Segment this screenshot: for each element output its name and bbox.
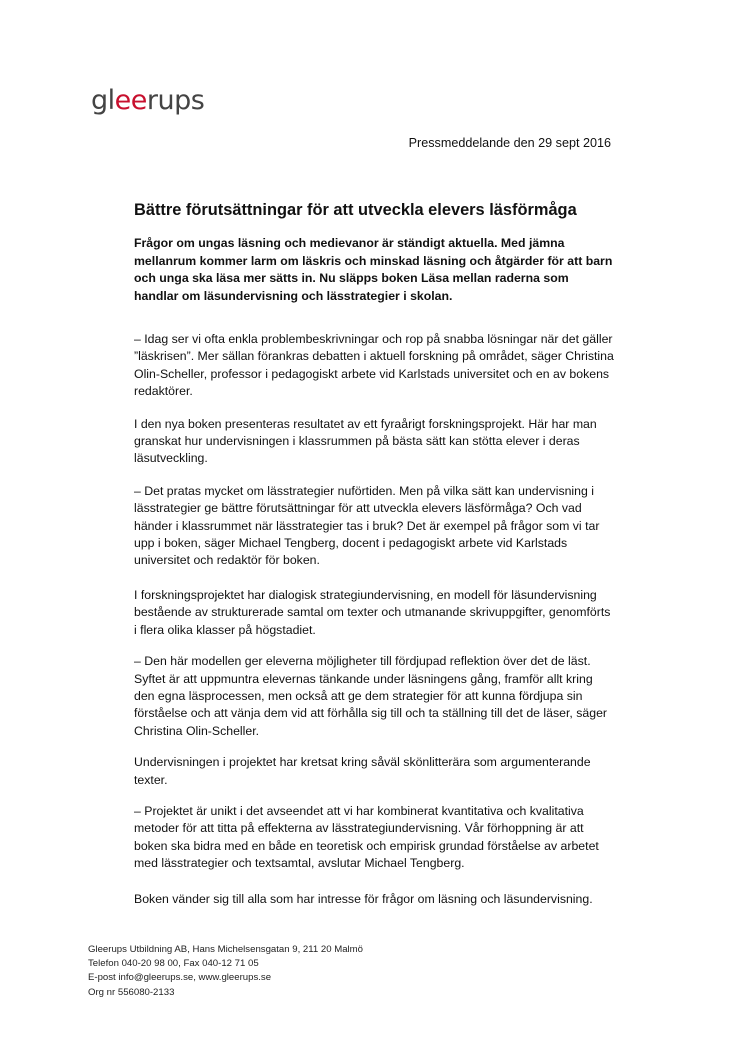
body-paragraph: I forskningsprojektet har dialogisk strategiundervisning, en modell för läsundervisning bestående av strukturerade samtal om texter och utmanande skrivuppgifter, genomförts i flera olika klasser på högstadiet.	[134, 587, 611, 637]
body-paragraph: I den nya boken presenteras resultatet av ett fyraårigt forskningsprojekt. Här har man granskat hur undervisningen i klassrummen på bästa sätt kan stötta elever i deras läsutveckling.	[134, 416, 597, 466]
footer-address: Gleerups Utbildning AB, Hans Michelsensgatan 9, 211 20 Malmö	[88, 944, 363, 955]
body-paragraph: Undervisningen i projektet har kretsat kring såväl skönlitterära som argumenterande texter.	[134, 755, 591, 787]
press-release-date: Pressmeddelande den 29 sept 2016	[408, 136, 611, 150]
gleerups-logo	[91, 84, 204, 118]
body-paragraph: – Idag ser vi ofta enkla problembeskrivningar och rop på snabba lösningar när det gäller ”läskrisen”. Mer sällan förankras debatten i aktuell forskning på området, säger Christina Olin-Scheller, professor i pedagogiskt arbete vid Karlstads universitet och en av bokens redaktörer.	[134, 332, 614, 399]
body-paragraph: – Projektet är unikt i det avseendet att vi har kombinerat kvantitativa och kvalitativa metoder för att titta på effekterna av lässtrategiundervisning. Vår förhoppning är att boken ska bidra med en både en teoretisk och empirisk grundad förståelse av arbetet med lässtrategier och textsamtal, avslutar Michael Tengberg.	[134, 803, 599, 871]
footer-contact: E-post info@gleerups.se, www.gleerups.se	[88, 972, 272, 984]
footer-org-number: Org nr 556080-2133	[88, 986, 175, 998]
body-paragraph: – Det pratas mycket om lässtrategier nuförtiden. Men på vilka sätt kan undervisning i lässtrategier ge bättre förutsättningar för att utveckla elevers läsförmåga? Och vad händer i klassrummet när lässtrategier tas i bruk? Det är exempel på frågor som vi tar upp i boken, säger Michael Tengberg, docent i pedagogiskt arbete vid Karlstads universitet och redaktör för boken.	[134, 483, 600, 568]
logo-text-prefix: gl	[91, 85, 115, 116]
body-paragraph: – Den här modellen ger eleverna möjligheter till fördjupad reflektion över det de läst. Syftet är att uppmuntra elevernas tänkande under läsningens gång, framför allt kring den egna läsprocessen, men också att ge dem strategier för att kunna fördjupa sin förståelse och att vänja dem vid att förhålla sig till och ta ställning till det de läser, säger Christina Olin-Scheller.	[134, 654, 607, 738]
logo-text-accent: ee	[114, 85, 147, 116]
lead-paragraph: Frågor om ungas läsning och medievanor är ständigt aktuella. Med jämna mellanrum kommer larm om läskris och minskad läsning och åtgärder för att barn och unga ska läsa mer sätts in. Nu släpps boken Läsa mellan raderna som handlar om läsundervisning och lässtrategier i skolan.	[134, 236, 613, 303]
company-footer	[88, 943, 363, 1000]
press-release-body	[134, 200, 616, 922]
footer-phone: Telefon 040-20 98 00, Fax 040-12 71 05	[88, 958, 259, 970]
logo-text-suffix: rups	[146, 85, 205, 116]
headline: Bättre förutsättningar för att utveckla elevers läsförmåga	[134, 201, 577, 219]
body-paragraph: Boken vänder sig till alla som har intresse för frågor om läsning och läsundervisning.	[134, 891, 593, 906]
